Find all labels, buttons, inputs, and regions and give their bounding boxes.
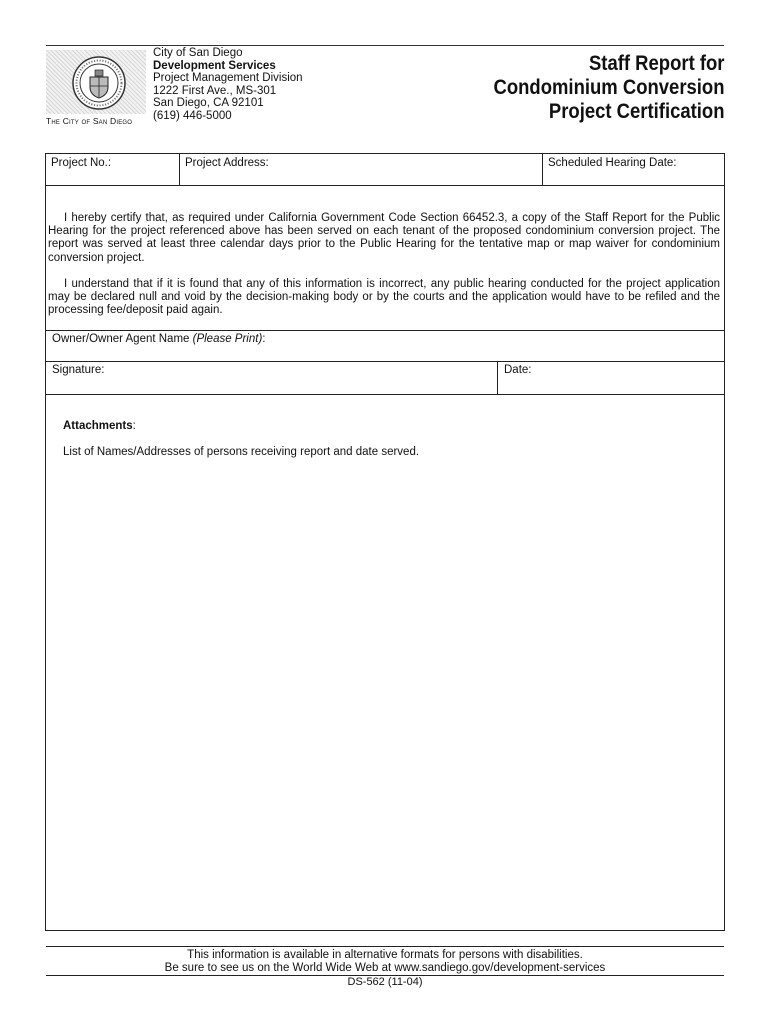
- attachments-colon: :: [132, 420, 136, 432]
- seal-caption: The City of San Diego: [46, 116, 133, 126]
- title-line-2: Condominium Conversion: [493, 76, 724, 99]
- form-title: [493, 52, 724, 124]
- signature-row: [46, 361, 724, 395]
- date-field[interactable]: [498, 362, 724, 394]
- owner-name-hint: (Please Print): [192, 333, 263, 345]
- project-info-row: [46, 154, 724, 186]
- address-street: 1222 First Ave., MS-301: [153, 84, 277, 97]
- title-line-3: Project Certification: [548, 100, 724, 123]
- owner-name-colon: :: [262, 333, 266, 345]
- footer-rule-top: [46, 946, 724, 947]
- hearing-date-field[interactable]: [543, 154, 724, 185]
- footer-line-2: Be sure to see us on the World Wide Web at www.sandiego.gov/development-services: [164, 962, 606, 974]
- owner-name-field[interactable]: [52, 333, 266, 345]
- certification-paragraph: I hereby certify that, as required under California Government Code Section 66452.3, a copy of the Staff Report for the Public Hearing for the project referenced above has been served on each tenant of the proposed condominium conversion project. The report was served at least three calendar days prior to the Public Hearing for the tentative map or map waiver for condominium conversion project.: [48, 212, 720, 264]
- title-line-1: Staff Report for: [588, 52, 724, 75]
- attachment-item: List of Names/Addresses of persons receiving report and date served.: [63, 446, 420, 458]
- department-address: [153, 47, 303, 123]
- owner-name-rule: [46, 330, 724, 331]
- hearing-date-label: Scheduled Hearing Date:: [548, 157, 677, 169]
- address-department: Development Services: [153, 59, 276, 72]
- city-seal-icon: [71, 55, 127, 111]
- address-phone: (619) 446-5000: [153, 109, 232, 122]
- form-body: [45, 153, 725, 931]
- date-label: Date:: [504, 364, 532, 376]
- disclaimer-paragraph: I understand that if it is found that any of this information is incorrect, any public hearing conducted for the project application may be declared null and void by the decision-making body or by the courts and the application would have to be refiled and the processing fee/deposit paid again.: [48, 278, 720, 317]
- project-address-label: Project Address:: [185, 157, 269, 169]
- attachments-heading: [63, 420, 136, 432]
- project-no-label: Project No.:: [51, 157, 112, 169]
- project-address-field[interactable]: [180, 154, 543, 185]
- address-city: City of San Diego: [153, 47, 243, 59]
- attachments-heading-text: Attachments: [63, 420, 133, 432]
- header-rule: [46, 45, 724, 46]
- address-division: Project Management Division: [153, 72, 303, 85]
- owner-name-label: Owner/Owner Agent Name: [52, 333, 193, 345]
- footer-notice: [46, 949, 724, 975]
- address-city-state-zip: San Diego, CA 92101: [153, 97, 264, 110]
- footer-line-1: This information is available in alternative formats for persons with disabilities.: [187, 949, 583, 961]
- signature-label: Signature:: [52, 364, 105, 376]
- project-no-field[interactable]: [46, 154, 180, 185]
- form-code: DS-562 (11-04): [347, 976, 423, 988]
- city-seal-panel: [46, 50, 146, 114]
- signature-field[interactable]: [46, 362, 498, 394]
